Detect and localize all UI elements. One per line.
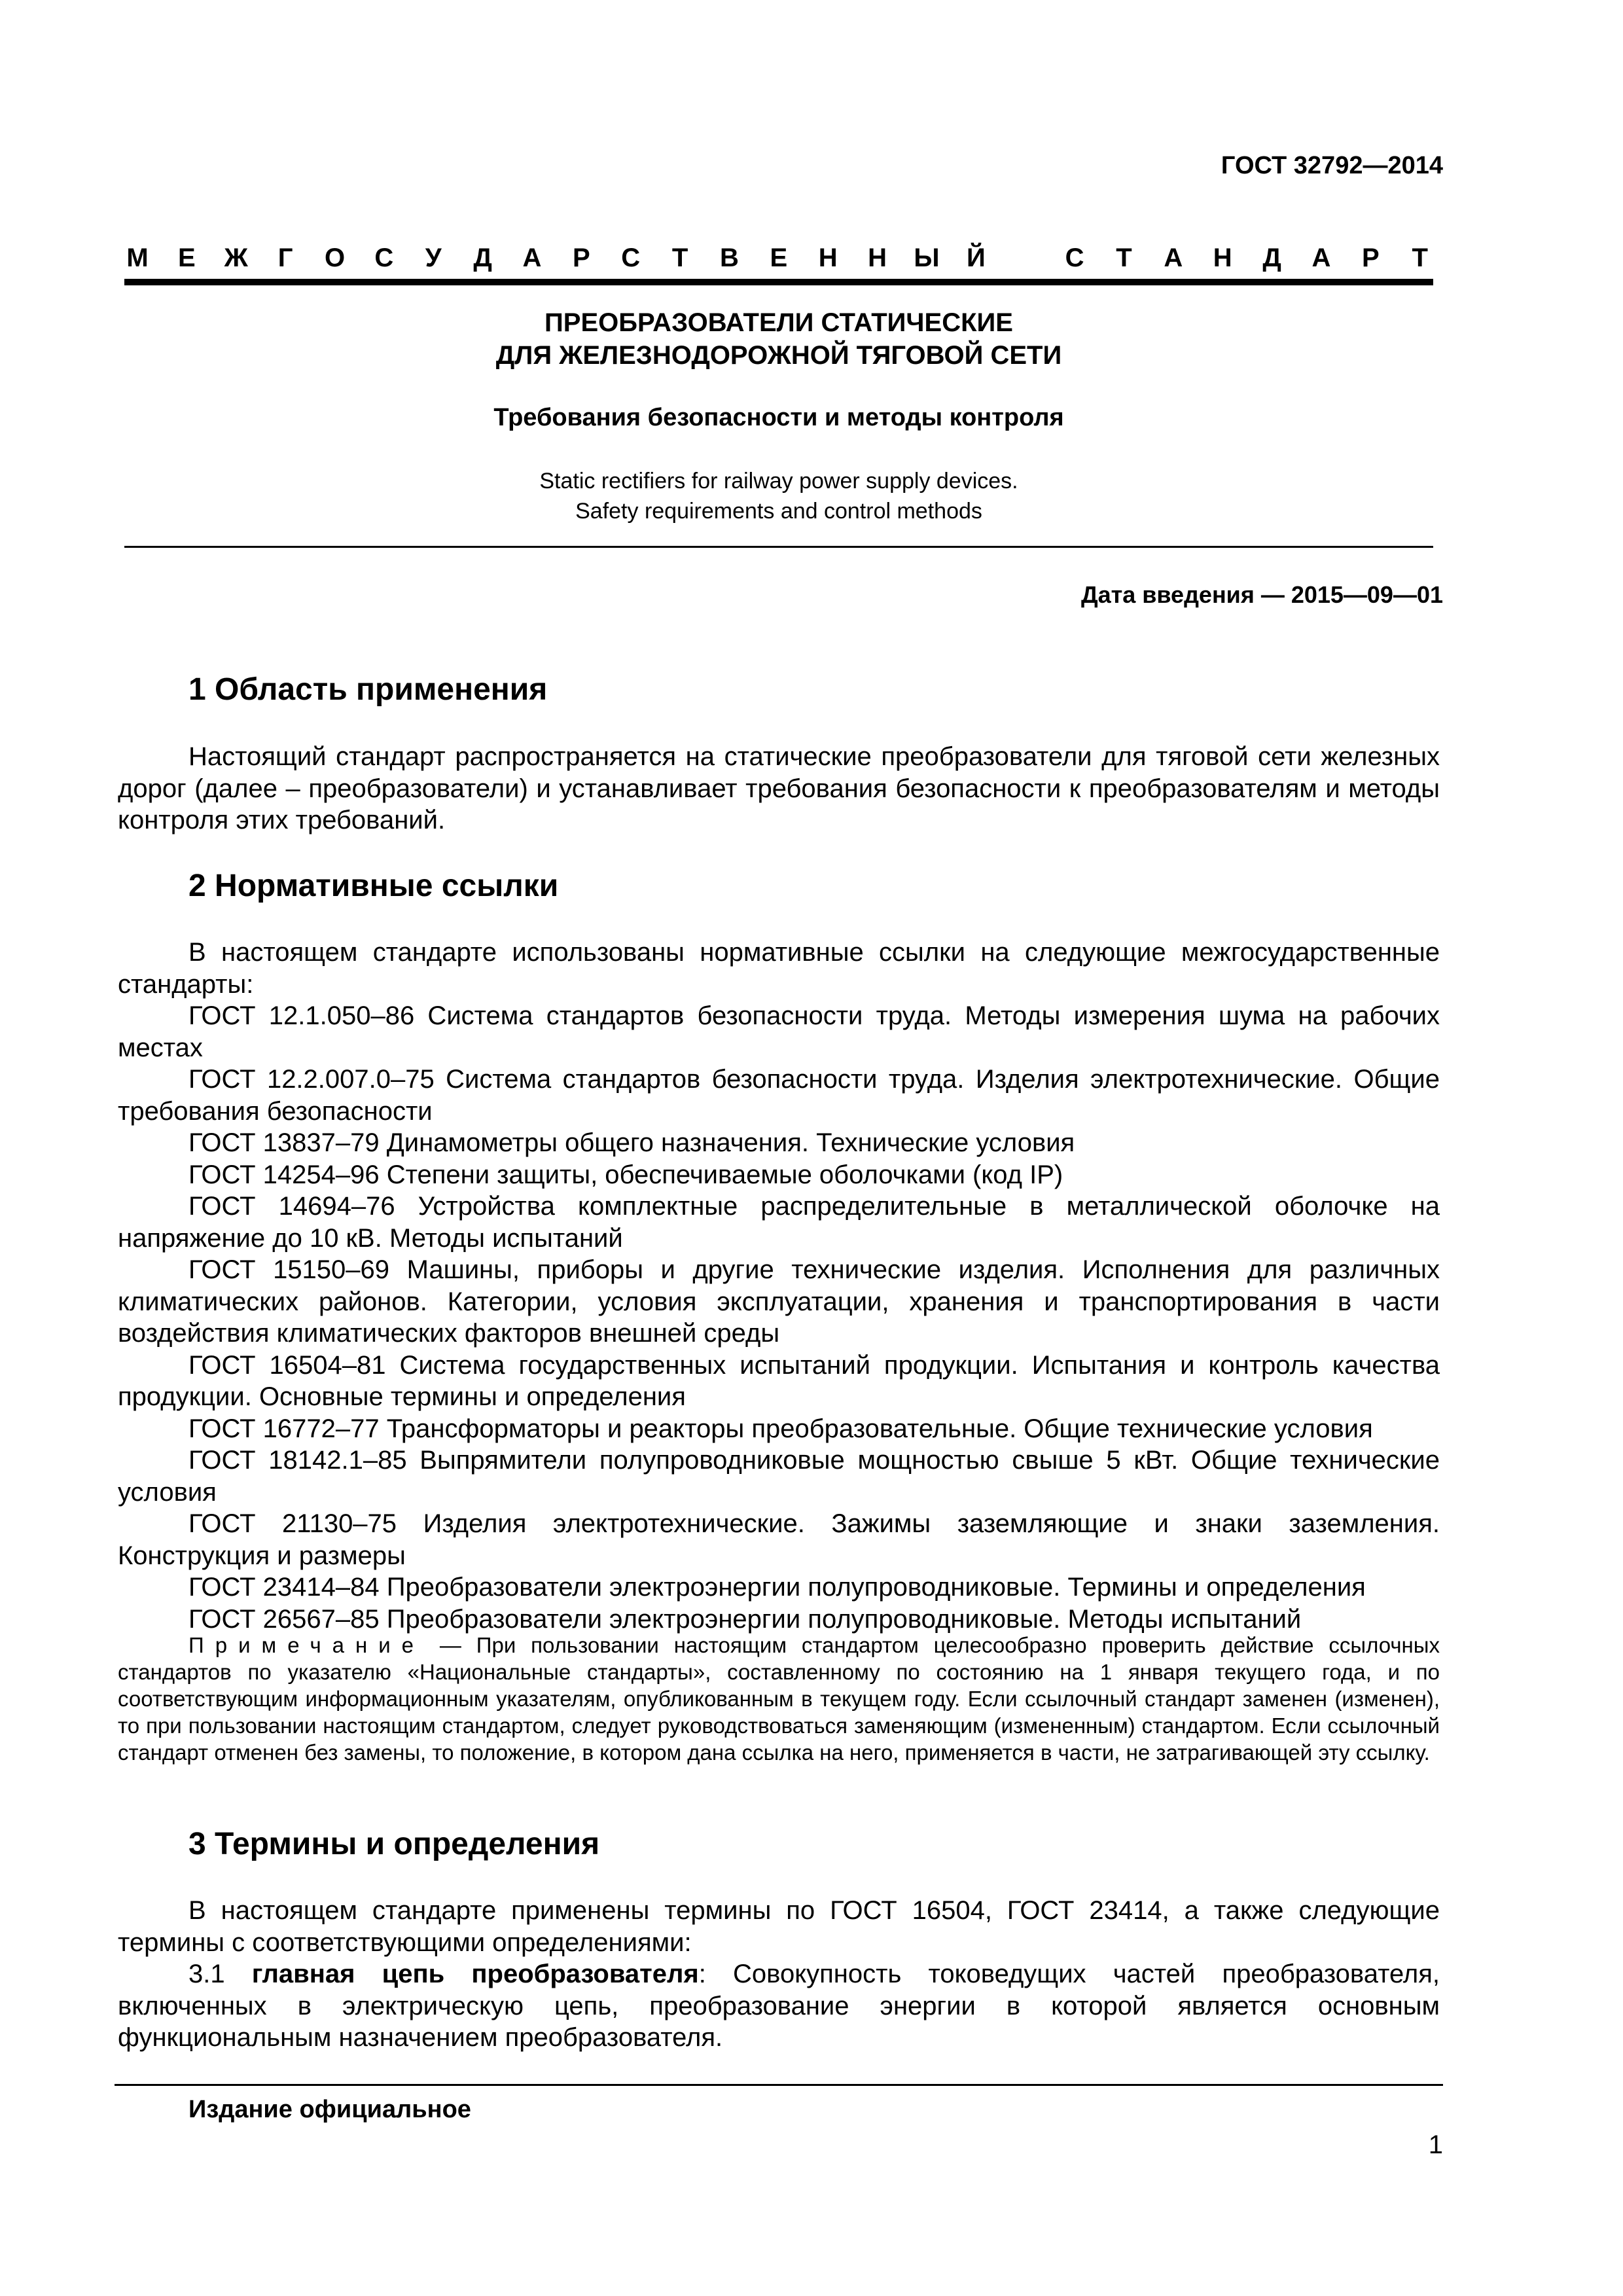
banner-letter: Р bbox=[573, 243, 590, 272]
standard-banner bbox=[124, 243, 1433, 273]
section-1-paragraph: Настоящий стандарт распространяется на статические преобразователи для тяговой сети железных дорог (далее – преобразователи) и устанавливает требования безопасности к преобразователям и методы контроля этих требований. bbox=[118, 742, 1440, 834]
term-3-1 bbox=[118, 1958, 1440, 2054]
banner-letter: А bbox=[1311, 243, 1331, 272]
banner-letter: Н bbox=[868, 243, 887, 272]
reference-item: ГОСТ 14254–96 Степени защиты, обеспечиваемые оболочками (код IP) bbox=[188, 1160, 1063, 1189]
section-3-intro: В настоящем стандарте применены термины по ГОСТ 16504, ГОСТ 23414, а также следующие термины с соответствующими определениями: bbox=[118, 1896, 1440, 1957]
reference-list bbox=[118, 1000, 1440, 1635]
banner-letter: Е bbox=[770, 243, 788, 272]
note-paragraph bbox=[118, 1632, 1440, 1766]
page-number: 1 bbox=[1428, 2130, 1443, 2159]
banner-letter: У bbox=[425, 243, 442, 272]
header-rule bbox=[124, 279, 1433, 285]
banner-letter: А bbox=[522, 243, 542, 272]
reference-item: ГОСТ 13837–79 Динамометры общего назначения. Технические условия bbox=[188, 1128, 1075, 1157]
banner-letter: Д bbox=[473, 243, 492, 272]
banner-letter: С bbox=[621, 243, 641, 272]
reference-item: ГОСТ 26567–85 Преобразователи электроэнергии полупроводниковые. Методы испытаний bbox=[188, 1604, 1302, 1634]
banner-letter: С bbox=[374, 243, 394, 272]
reference-item: ГОСТ 12.1.050–86 Система стандартов безопасности труда. Методы измерения шума на рабочих местах bbox=[118, 1001, 1440, 1062]
banner-letter: Т bbox=[1412, 243, 1428, 272]
section-2-intro: В настоящем стандарте использованы нормативные ссылки на следующие межгосударственные стандарты: bbox=[118, 938, 1440, 999]
banner-letter: О bbox=[324, 243, 346, 272]
title-line-2: ДЛЯ ЖЕЛЕЗНОДОРОЖНОЙ ТЯГОВОЙ СЕТИ bbox=[495, 341, 1062, 370]
footer-rule bbox=[115, 2084, 1443, 2086]
reference-item: ГОСТ 16772–77 Трансформаторы и реакторы преобразовательные. Общие технические условия bbox=[188, 1414, 1373, 1443]
banner-gap bbox=[1012, 243, 1039, 273]
section-1-body bbox=[118, 741, 1440, 836]
banner-letter: М bbox=[126, 243, 149, 272]
note-text: — При пользовании настоящим стандартом целесообразно проверить действие ссылочных стандартов по указателю «Национальные стандарты», составленному по состоянию на 1 января текущего года, и по соответствующим информационным указателям, опубликованным в текущем году. Если ссылочный стандарт заменен (изменен), то при пользовании настоящим стандартом, следует руководствоваться заменяющим (измененным) стандартом. Если ссылочный стандарт отменен без замены, то положение, в котором дана ссылка на него, применяется в части, не затрагивающей эту ссылку. bbox=[118, 1633, 1440, 1765]
banner-letter: Ж bbox=[224, 243, 248, 272]
banner-letter: В bbox=[720, 243, 739, 272]
term-number: 3.1 bbox=[188, 1960, 252, 1988]
banner-letter: Д bbox=[1262, 243, 1281, 272]
term-definition: : Совокупность токоведущих частей преобразователя, включенных в электрическую цепь, преобразование энергии в которой является основным функциональным назначением преобразователя. bbox=[118, 1960, 1440, 2052]
document-subtitle: Требования безопасности и методы контроля bbox=[493, 404, 1064, 431]
english-title-line-1: Static rectifiers for railway power supply devices. bbox=[539, 469, 1018, 493]
note-label: Примечание bbox=[188, 1633, 425, 1657]
section-2-body bbox=[118, 937, 1440, 1635]
term-name: главная цепь преобразователя bbox=[251, 1960, 699, 1988]
reference-item: ГОСТ 23414–84 Преобразователи электроэнергии полупроводниковые. Термины и определения bbox=[188, 1573, 1366, 1602]
reference-item: ГОСТ 18142.1–85 Выпрямители полупроводниковые мощностью свыше 5 кВт. Общие технические условия bbox=[118, 1446, 1440, 1507]
introduction-date: Дата введения — 2015—09—01 bbox=[1080, 581, 1443, 608]
banner-letter: Й bbox=[967, 243, 986, 272]
banner-letter: Ы bbox=[914, 243, 940, 272]
document-code: ГОСТ 32792—2014 bbox=[1221, 152, 1443, 179]
banner-letter: Н bbox=[818, 243, 838, 272]
banner-letter: А bbox=[1164, 243, 1183, 272]
section-2-heading: 2 Нормативные ссылки bbox=[188, 869, 559, 903]
reference-item: ГОСТ 16504–81 Система государственных испытаний продукции. Испытания и контроль качества продукции. Основные термины и определения bbox=[118, 1350, 1440, 1411]
banner-letter: Р bbox=[1362, 243, 1380, 272]
banner-letter: Е bbox=[178, 243, 196, 272]
title-rule bbox=[124, 546, 1433, 548]
banner-letter: Т bbox=[671, 243, 688, 272]
banner-letter: Т bbox=[1116, 243, 1132, 272]
reference-item: ГОСТ 14694–76 Устройства комплектные распределительные в металлической оболочке на напряжение до 10 кВ. Методы испытаний bbox=[118, 1192, 1440, 1253]
banner-letter: Н bbox=[1213, 243, 1232, 272]
banner-letter: С bbox=[1065, 243, 1084, 272]
banner-letter: Г bbox=[277, 243, 293, 272]
english-title-line-2: Safety requirements and control methods bbox=[575, 499, 982, 524]
edition-label: Издание официальное bbox=[188, 2096, 471, 2123]
document-title bbox=[124, 306, 1433, 372]
reference-item: ГОСТ 21130–75 Изделия электротехнические. Зажимы заземляющие и знаки заземления. Конструкция и размеры bbox=[118, 1509, 1440, 1570]
section-3-heading: 3 Термины и определения bbox=[188, 1827, 600, 1861]
reference-item: ГОСТ 15150–69 Машины, приборы и другие технические изделия. Исполнения для различных климатических районов. Категории, условия эксплуатации, хранения и транспортирования в части воздействия климатических факторов внешней среды bbox=[118, 1255, 1440, 1348]
note-block bbox=[118, 1632, 1440, 1766]
english-title bbox=[124, 466, 1433, 526]
reference-item: ГОСТ 12.2.007.0–75 Система стандартов безопасности труда. Изделия электротехнические. Общие требования безопасности bbox=[118, 1065, 1440, 1126]
section-1-heading: 1 Область применения bbox=[188, 672, 548, 707]
title-line-1: ПРЕОБРАЗОВАТЕЛИ СТАТИЧЕСКИЕ bbox=[544, 308, 1013, 337]
section-3-body bbox=[118, 1895, 1440, 2054]
